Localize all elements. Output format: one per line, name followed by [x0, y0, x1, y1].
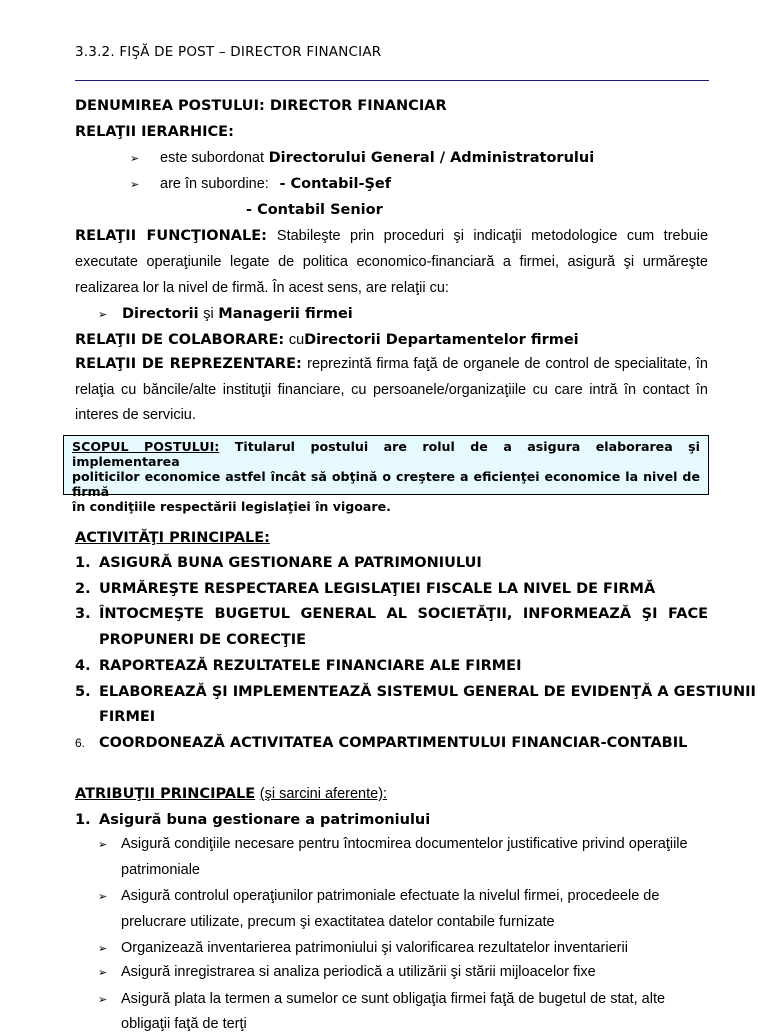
activity-item-3: [75, 604, 708, 624]
arrow-bullet-icon: ➢: [98, 308, 108, 321]
attribution-bullet-4: Asigură inregistrarea si analiza periodică a utilizării şi stării mijloacelor fixe: [121, 964, 596, 980]
functional-relations-line-1: [75, 226, 708, 246]
subordinate-prefix: este subordonat: [160, 150, 264, 166]
attribution-bullet-3: Organizează inventarierea patrimoniului şi valorificarea rezultatelor inventarierii: [121, 940, 628, 956]
activity-item-4: [75, 656, 521, 676]
activity-number: 2.: [75, 581, 91, 597]
representation-heading: RELAŢII DE REPREZENTARE:: [75, 356, 302, 372]
collaboration-value: Directorii Departamentelor firmei: [304, 332, 579, 348]
arrow-bullet-icon: ➢: [98, 890, 108, 903]
representation-line-1: [75, 354, 708, 374]
representation-text-1: reprezintă firma faţă de organele de control de specialitate, în: [307, 356, 708, 372]
superior-value-2: - Contabil Senior: [246, 202, 383, 218]
attribution-bullet-2: Asigură controlul operaţiunilor patrimoniale efectuate la nivelul firmei, procedeele de: [121, 888, 660, 904]
activity-text: COORDONEAZĂ ACTIVITATEA COMPARTIMENTULUI FINANCIAR-CONTABIL: [99, 735, 688, 751]
functional-relations-text-1: Stabileşte prin proceduri şi indicaţii metodologice cum trebuie: [276, 228, 709, 244]
job-purpose-box: [63, 435, 709, 514]
functional-relations-bullet: [98, 304, 353, 325]
functional-relations-line-2: executate operaţiunile legate de politica economico-financiară a firmei, asigură şi urmăreşte: [75, 254, 708, 270]
job-title: DENUMIREA POSTULUI: DIRECTOR FINANCIAR: [75, 98, 447, 114]
attributions-sub-title: Asigură buna gestionare a patrimoniului: [99, 812, 431, 828]
subordinate-line: [130, 148, 594, 169]
functional-relations-line-3: realizarea lor la nivel de firmă. În acest sens, are relaţii cu:: [75, 280, 449, 296]
activity-text: URMĂREŞTE RESPECTAREA LEGISLAŢIEI FISCALE LA NIVEL DE FIRMĂ: [99, 581, 656, 597]
attributions-heading-line: [75, 784, 387, 804]
arrow-bullet-icon: ➢: [130, 178, 140, 191]
superior-line: [130, 174, 391, 195]
arrow-bullet-icon: ➢: [98, 838, 108, 851]
superior-prefix: are în subordine:: [160, 176, 269, 192]
subordinate-value: Directorului General / Administratorului: [268, 150, 595, 166]
attribution-bullet-1: Asigură condiţiile necesare pentru întocmirea documentelor justificative privind operaţiile: [121, 836, 688, 852]
activity-item-5-cont: FIRMEI: [99, 709, 156, 725]
activity-number: 1.: [75, 555, 91, 571]
purpose-label: SCOPUL POSTULUI:: [72, 439, 220, 454]
activity-text: ÎNTOCMEŞTE BUGETUL GENERAL AL SOCIETĂŢII, INFORMEAZĂ ŞI FACE: [99, 606, 708, 622]
collaboration-line: [75, 330, 579, 350]
representation-line-2: relaţia cu băncile/alte instituţii financiare, cu persoanele/organizaţiile cu care intră în contact în: [75, 382, 708, 398]
purpose-line-1: [72, 439, 700, 469]
attribution-bullet-1-cont: patrimoniale: [121, 862, 200, 878]
activity-text: ELABOREAZĂ ŞI IMPLEMENTEAZĂ SISTEMUL GENERAL DE EVIDENŢĂ A GESTIUNII: [99, 684, 756, 700]
attribution-bullet-2-cont: prelucrare utilizate, precum şi exactitatea datelor contabile furnizate: [121, 914, 555, 930]
bullet-managers: Managerii firmei: [218, 306, 353, 322]
bullet-connector: şi: [203, 306, 214, 322]
arrow-bullet-icon: ➢: [98, 993, 108, 1006]
activity-item-1: [75, 553, 482, 573]
collaboration-connector: cu: [288, 332, 305, 348]
activity-text: ASIGURĂ BUNA GESTIONARE A PATRIMONIULUI: [99, 555, 482, 571]
activity-number: 6.: [75, 736, 86, 750]
activity-item-5: [75, 682, 756, 702]
activity-item-3-cont: PROPUNERI DE CORECŢIE: [99, 632, 307, 648]
purpose-text-1: Titularul postului are rolul de a asigura elaborarea şi implementarea: [72, 439, 700, 469]
activity-number: 3.: [75, 606, 91, 622]
section-heading: 3.3.2. FIŞĂ DE POST – DIRECTOR FINANCIAR: [75, 44, 382, 60]
activity-item-2: [75, 579, 655, 599]
arrow-bullet-icon: ➢: [98, 966, 108, 979]
arrow-bullet-icon: ➢: [130, 152, 140, 165]
hierarchy-heading: RELAŢII IERARHICE:: [75, 124, 234, 140]
representation-line-3: interes de serviciu.: [75, 407, 196, 423]
functional-relations-heading: RELAŢII FUNCŢIONALE:: [75, 228, 267, 244]
arrow-bullet-icon: ➢: [98, 942, 108, 955]
purpose-line-2: politicilor economice astfel încât să obţină o creştere a eficienţei economice la nivel de firmă: [72, 469, 700, 499]
purpose-line-3: în condiţiile respectării legislaţiei în vigoare.: [72, 499, 391, 514]
attributions-heading-suffix: (şi sarcini aferente):: [259, 786, 388, 802]
activity-text: RAPORTEAZĂ REZULTATELE FINANCIARE ALE FIRMEI: [99, 658, 522, 674]
attributions-subheading: [75, 810, 430, 830]
attributions-sub-number: 1.: [75, 812, 91, 828]
activity-item-6: [75, 733, 687, 753]
attribution-bullet-5: Asigură plata la termen a sumelor ce sunt obligaţia firmei faţă de bugetul de stat, alte: [121, 991, 666, 1007]
attributions-heading: ATRIBUŢII PRINCIPALE: [75, 786, 256, 802]
attribution-bullet-5-cont: obligaţii faţă de terţi: [121, 1016, 247, 1032]
activity-number: 5.: [75, 684, 91, 700]
heading-divider: [75, 80, 709, 81]
collaboration-heading: RELAŢII DE COLABORARE:: [75, 332, 285, 348]
activities-heading: ACTIVITĂŢI PRINCIPALE:: [75, 530, 270, 546]
bullet-directors: Directorii: [122, 306, 199, 322]
superior-value-1: - Contabil-Şef: [279, 176, 392, 192]
activity-number: 4.: [75, 658, 91, 674]
